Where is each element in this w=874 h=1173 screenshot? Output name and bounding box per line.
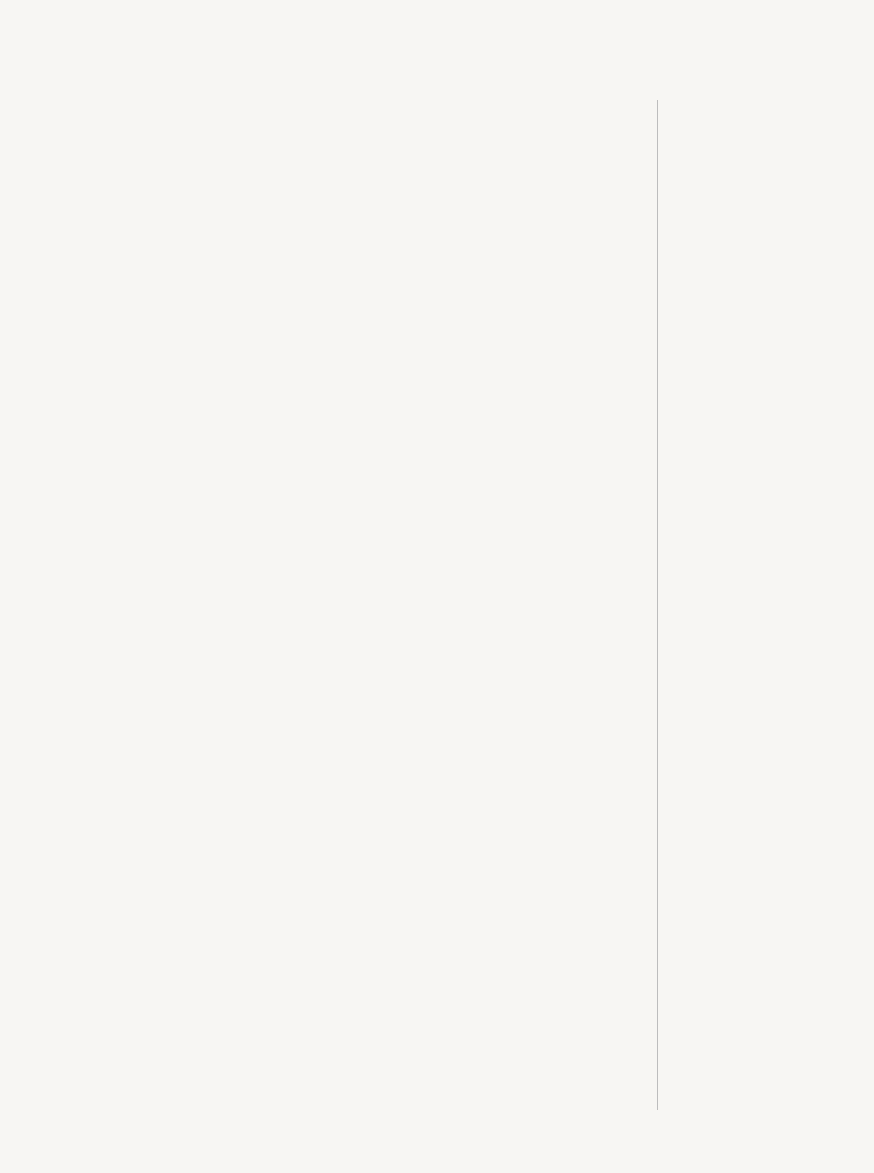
circle-practice-drawing [350, 95, 650, 735]
column-divider [657, 100, 658, 1110]
